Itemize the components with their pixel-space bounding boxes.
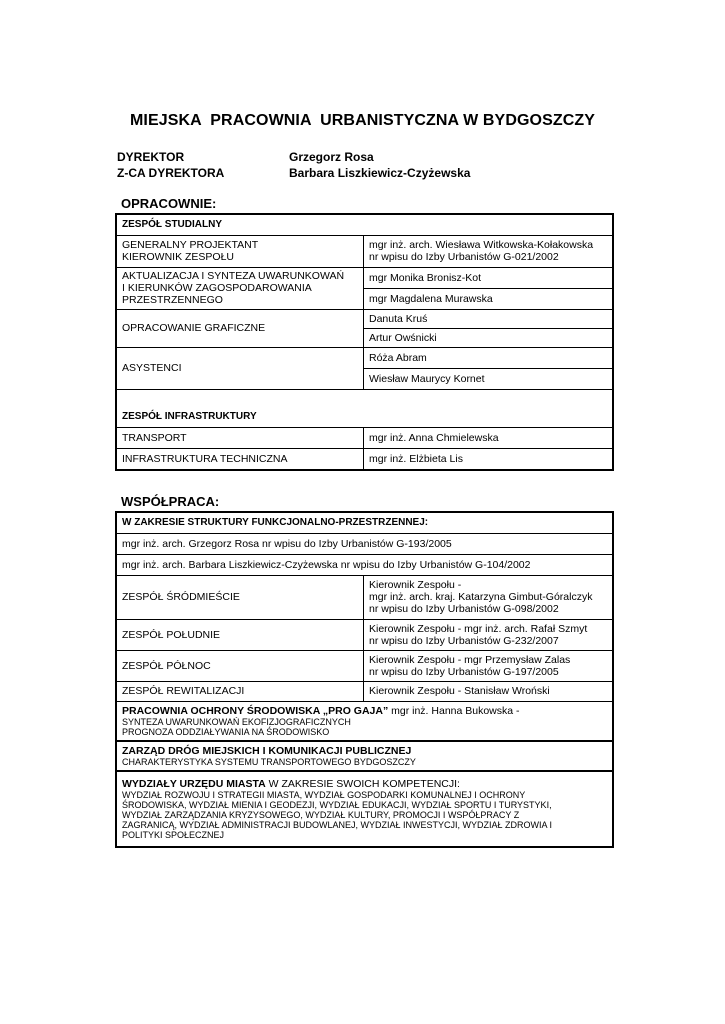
wspolpraca-header: W ZAKRESIE STRUKTURY FUNKCJONALNO-PRZESTRZENNEJ:: [116, 512, 613, 533]
cell-text: nr wpisu do Izby Urbanistów G-232/2007: [369, 634, 559, 647]
pro-gaja-person: mgr inż. Hanna Bukowska -: [388, 704, 520, 717]
cell-text: CHARAKTERYSTYKA SYSTEMU TRANSPORTOWEGO BYDGOSZCZY: [122, 757, 416, 767]
cell-text: Kierownik Zespołu - mgr inż. arch. Rafał Szmyt: [369, 622, 588, 635]
table-cell: Kierownik Zespołu - Stanisław Wroński: [364, 681, 614, 701]
studialny-header: ZESPÓŁ STUDIALNY: [116, 214, 613, 235]
deputy-director-row: [117, 166, 471, 180]
cell-text: nr wpisu do Izby Urbanistów G-021/2002: [369, 251, 559, 263]
wspolpraca-heading: WSPÓŁPRACA:: [121, 494, 220, 509]
table-cell: [364, 650, 614, 681]
table-cell: mgr inż. Elżbieta Lis: [364, 448, 614, 470]
cell-text: ŚRODOWISKA, WYDZIAŁ MIENIA I GEODEZJI, WYDZIAŁ EDUKACJI, WYDZIAŁ SPORTU I TURYSTYKI,: [122, 800, 552, 810]
table-cell: mgr inż. arch. Grzegorz Rosa nr wpisu do Izby Urbanistów G-193/2005: [116, 533, 613, 554]
cell-text: AKTUALIZACJA I SYNTEZA UWARUNKOWAŃ: [122, 269, 345, 282]
cell-text: I KIERUNKÓW ZAGOSPODAROWANIA: [122, 281, 312, 294]
director-row: [117, 150, 374, 164]
table-cell: Róża Abram: [364, 347, 614, 368]
table-cell: [364, 235, 614, 267]
table-cell: ZESPÓŁ REWITALIZACJI: [116, 681, 364, 701]
deputy-director-role: Z-CA DYREKTORA: [117, 166, 225, 180]
wspolpraca-table: [115, 511, 614, 848]
table-cell: mgr Magdalena Murawska: [364, 288, 614, 309]
table-cell: [364, 575, 614, 619]
cell-text: WYDZIAŁ ROZWOJU I STRATEGII MIASTA, WYDZIAŁ GOSPODARKI KOMUNALNEJ I OCHRONY: [122, 790, 526, 800]
table-cell: mgr Monika Bronisz-Kot: [364, 267, 614, 288]
cell-text: KIEROWNIK ZESPOŁU: [122, 251, 235, 263]
table-cell: Artur Owśnicki: [364, 328, 614, 347]
director-role: DYREKTOR: [117, 150, 185, 164]
cell-text: POLITYKI SPOŁECZNEJ: [122, 830, 225, 840]
table-cell: Danuta Kruś: [364, 309, 614, 328]
table-cell: [116, 235, 364, 267]
cell-text: ZAGRANICĄ, WYDZIAŁ ADMINISTRACJI BUDOWLANEJ, WYDZIAŁ INWESTYCJI, WYDZIAŁ ZDROWIA I: [122, 820, 553, 830]
cell-text: mgr inż. arch. Wiesława Witkowska-Kołakowska: [369, 239, 594, 251]
cell-text: nr wpisu do Izby Urbanistów G-098/2002: [369, 603, 559, 615]
wydzialy-scope: W ZAKRESIE SWOICH KOMPETENCJI:: [265, 778, 460, 790]
table-cell: [116, 267, 364, 309]
zdmikp-name: ZARZĄD DRÓG MIEJSKICH I KOMUNIKACJI PUBLICZNEJ: [122, 745, 412, 757]
cell-text: nr wpisu do Izby Urbanistów G-197/2005: [369, 665, 559, 678]
cell-text: Kierownik Zespołu -: [369, 579, 462, 591]
cell-text: SYNTEZA UWARUNKOWAŃ EKOFIZJOGRAFICZNYCH: [122, 716, 351, 727]
opracowanie-heading: OPRACOWNIE:: [121, 196, 217, 211]
pro-gaja-cell: [116, 701, 613, 741]
cell-text: mgr inż. arch. kraj. Katarzyna Gimbut-Góralczyk: [369, 591, 593, 603]
table-cell: mgr inż. arch. Barbara Liszkiewicz-Czyżewska nr wpisu do Izby Urbanistów G-104/2002: [116, 554, 613, 575]
table-cell: mgr inż. Anna Chmielewska: [364, 427, 614, 448]
table-cell: ZESPÓŁ POŁUDNIE: [116, 619, 364, 650]
table-cell: ZESPÓŁ PÓŁNOC: [116, 650, 364, 681]
cell-text: Kierownik Zespołu - mgr Przemysław Zalas: [369, 653, 571, 666]
infra-header: ZESPÓŁ INFRASTRUKTURY: [116, 389, 613, 427]
table-cell: Wiesław Maurycy Kornet: [364, 368, 614, 389]
cell-text: GENERALNY PROJEKTANT: [122, 239, 259, 251]
table-cell: OPRACOWANIE GRAFICZNE: [116, 309, 364, 347]
table-cell: ASYSTENCI: [116, 347, 364, 389]
pro-gaja-name: PRACOWNIA OCHRONY ŚRODOWISKA „PRO GAJA”: [122, 704, 389, 717]
table-cell: [364, 619, 614, 650]
cell-text: PRZESTRZENNEGO: [122, 293, 223, 306]
cell-text: WYDZIAŁ ZARZĄDZANIA KRYZYSOWEGO, WYDZIAŁ KULTURY, PROMOCJI I WSPÓŁPRACY Z: [122, 810, 520, 820]
deputy-director-name: Barbara Liszkiewicz-Czyżewska: [289, 166, 471, 180]
cell-text: PROGNOZA ODDZIAŁYWANIA NA ŚRODOWISKO: [122, 726, 330, 737]
table-cell: INFRASTRUKTURA TECHNICZNA: [116, 448, 364, 470]
opracowanie-table: [115, 213, 614, 471]
wydzialy-name: WYDZIAŁY URZĘDU MIASTA: [122, 778, 266, 790]
page-title: MIEJSKA PRACOWNIA URBANISTYCZNA W BYDGOSZCZY: [129, 112, 596, 129]
table-cell: TRANSPORT: [116, 427, 364, 448]
table-cell: ZESPÓŁ ŚRÓDMIEŚCIE: [116, 575, 364, 619]
director-name: Grzegorz Rosa: [289, 150, 374, 164]
zdmikp-cell: [116, 741, 613, 771]
wydzialy-cell: [116, 771, 613, 847]
